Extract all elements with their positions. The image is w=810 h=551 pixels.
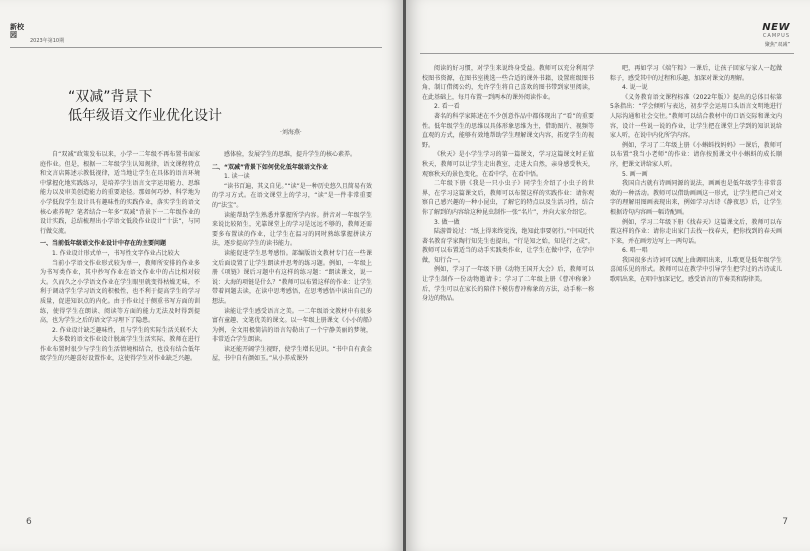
- article-title-line1: “双减”背景下: [68, 89, 153, 105]
- left-column-1: [40, 150, 200, 510]
- paragraph: 1. 读一读: [224, 173, 250, 181]
- paragraph: 著名的科学家陈述在不少创意作品中都体现出了“看”的重要性。低年级学生的思维以具体形象思维为主，借助图片、视频等直观的方式，能够有效地帮助学生理解课文内容，拓宽学生的视野。: [422, 112, 594, 149]
- page-number-left: 6: [26, 517, 32, 527]
- left-page: [0, 0, 403, 551]
- paragraph: 5. 画一画: [622, 170, 648, 178]
- paragraph: 当前小学语文作业形式较为单一，教师所安排的作业多为书写类作业，其中抄写作业在语文作业中的占比相对较大。久而久之小学语文作业在学生眼里就变得枯燥无味，不利于调动学生学习语文的积极性，也不利于提高学生的学习质量，促进知识点的内化。由于作业过于侧重书写方面的训练，使得学生在朗读、阅读等方面的能力无法及时得到提高，也为学生之后的语文学习埋下了隐患。: [40, 259, 200, 325]
- paragraph: 读还能开阔学生视野，使学生增长见识。“书中自有黄金屋，书中自有颜如玉。”从小养成课外: [212, 345, 372, 363]
- paragraph: 《秋天》是小学生学习的第一篇课文，学习这篇课文时正值秋天，教师可以让学生走出教室，走进大自然，亲身感受秋天，观察秋天的景色变化，在看中学，在看中悟。: [422, 151, 594, 178]
- campus-header: [762, 22, 790, 48]
- right-page: [406, 0, 810, 551]
- section-label: 新校园: [10, 23, 24, 39]
- article-author: ·刘海燕·: [280, 129, 302, 136]
- article-title-line2: 低年级语文作业优化设计: [68, 108, 222, 124]
- right-column-2: [610, 64, 782, 519]
- paragraph: 3. 做一做: [434, 218, 460, 226]
- paragraph: “读书百遍，其义自见。”“读”是一种历史悠久且简易有效的学习方式。在语文课堂上的学习，“读”是一件非常重要的“法宝”。: [212, 182, 372, 209]
- left-column-2: [212, 150, 372, 510]
- paragraph: 《义务教育语文课程标准（2022年版）》提出的总体目标第5条指出：“学会倾听与表达，初步学会运用口头语言文明地进行人际沟通和社会交往。”教师可以结合教材中的口语交际和课文内容，设计一些说一说的作业，让学生把在课堂上学到的知识说给家人听，在说中内化所学内容。: [610, 93, 782, 140]
- paragraph: 我国自古就有诗画同源的说法，画画也是低年级学生非常喜欢的一种活动。教师可以借助画画这一形式，让学生把自己对文字的理解用图画表现出来，例如学习古诗《静夜思》后，让学生根据诗句内容画一幅诗配画。: [610, 180, 782, 216]
- header-rule: [420, 53, 794, 54]
- paragraph: 4. 说一说: [622, 84, 648, 92]
- paragraph: 二年级下册《我是一只小虫子》同学生介绍了小虫子的世界，在学习这篇课文后，教师可以布置这样的实践作业：请你观察自己感兴趣的一种小昆虫，了解它的特点以及生活习性，结合你了解到的内容给这种昆虫制作一张“名片”，并向大家介绍它。: [422, 180, 594, 216]
- campus-logo-text: CAMPUS: [762, 33, 790, 39]
- paragraph: 感体验，发展学生的思维，提升学生的核心素养。: [224, 151, 357, 158]
- page-number-right: 7: [782, 517, 788, 527]
- paragraph: 读能帮助学生熟悉并掌握所学内容。拼音对一年级学生来说比较陌生，光靠课堂上的学习是远远不够的，教师还需要多布置读的作业，让学生在温习的同时熟练掌握拼读方法，逐步提高学生的读书能力。: [212, 211, 372, 248]
- paragraph: 6. 唱一唱: [622, 247, 648, 255]
- paragraph: 1. 作业设计形式单一，书写性文字作业占比较大: [52, 249, 180, 257]
- paragraph: 我国很多古诗词可以配上曲调唱出来，儿歌更是低年级学生喜闻乐见的形式。教师可以在教学中引导学生把学过的古诗或儿歌唱出来，在唱中加深记忆，感受语言的节奏美和韵律美。: [610, 256, 782, 284]
- paragraph: 2. 看一看: [434, 103, 460, 111]
- paragraph: 例如，学习了一年级下册《动物王国开大会》后，教师可以让学生制作一份动物邀请卡；学习了二年级上册《曹冲称象》后，学生可以在家长的陪伴下模仿曹冲称象的方法，动手称一称身边的物品。: [422, 266, 594, 303]
- header-rule: [10, 47, 382, 48]
- section-heading: 一、当前低年级语文作业设计中存在的主要问题: [40, 240, 167, 248]
- paragraph: 例如，学习二年级下册《找春天》这篇课文后，教师可以布置这样的作业：请你走出家门去找一找春天，把你找到的春天画下来，并在画旁边写上一两句话。: [610, 218, 782, 245]
- new-logo-text: NEW: [762, 22, 790, 33]
- paragraph: 大多数的语文作业设计脱离学生生活实际，教师在进行作业布置时很少与学生的生活情境相结合，也没有结合低年级学生的兴趣喜好设置作业，这使得学生对作业缺乏兴趣。: [40, 336, 200, 363]
- right-column-1: [422, 64, 594, 519]
- paragraph: 例如，学习了二年级上册《小蝌蚪找妈妈》一课后，教师可以布置“我当小老师”的作业：请你按照课文中小蝌蚪的成长顺序，把课文讲给家人听。: [610, 141, 782, 168]
- paragraph: 阅读的好习惯，对学生来说终身受益。教师可以充分利用学校图书资源，在图书室挑选一些合适的课外书籍，设置班级图书角，制订借阅公约，允许学生将自己喜欢的图书带到家里阅读，在此基础上，每月布置一到两本的课外阅读作业。: [422, 65, 594, 101]
- section-heading: 二、“双减”背景下如何优化低年级语文作业: [212, 163, 328, 171]
- column-label: 聚焦“双减”: [764, 42, 790, 48]
- paragraph: 自“双减”政策发布以来，小学一二年级不再布置书面家庭作业。但是，根据一二年级学生认知规律，语文课程特点和文言店陈述示教低视律，适当地让学生在具体的语言环境中掌握化地实践练习，是培养学生语言文字运用能力、思维能力以及审美创造能力的重要途径。那如何巧妙、科学地为小学低段学生设计具有趣味性的实践作业，落实学生的语文核心素养呢？笔者结合一年多“双减”背景下一二年级作业的设计实践，总结梳理出小学语文低段作业设计“十法”，与同行做交流。: [40, 151, 200, 235]
- issue-label: 2023年第10期: [30, 38, 65, 44]
- paragraph: 读能促进学生思考感悟。部编版语文教材专门在一些课文后面设置了让学生朗读并思考的练习题。例如，一年级上册《项链》课后习题中有这样的练习题：“朗读课文，说一说：大海的项链是什么？”教师可以布置这样的作业：让学生带着问题去读，在读中思考感悟，在思考感悟中读出自己的想法。: [212, 249, 372, 305]
- paragraph: 吧，再如学习《端午粽》一课后，让孩子回家与家人一起做粽子，感受其中的过程和乐趣，加深对课文的理解。: [610, 65, 782, 82]
- paragraph: 2. 作业设计缺乏趣味性，且与学生的实际生活关联不大: [52, 326, 198, 334]
- paragraph: 读能让学生感受语言之美。一二年级语文教材中有很多富有童趣、文笔优美的课文。以一年级上册课文《小小的船》为例，全文用极简洁的语言勾勒出了一个宁静美丽的梦境，非常适合学生朗读。: [212, 307, 372, 344]
- paragraph: 陆游曾说过：“纸上得来终觉浅，绝知此事要躬行。”中国近代著名教育学家陶行知先生也提出，“行是知之始，知是行之成”，教师可以布置适当的动手实践类作业，让学生在做中学，在学中做，知行合一。: [422, 228, 594, 264]
